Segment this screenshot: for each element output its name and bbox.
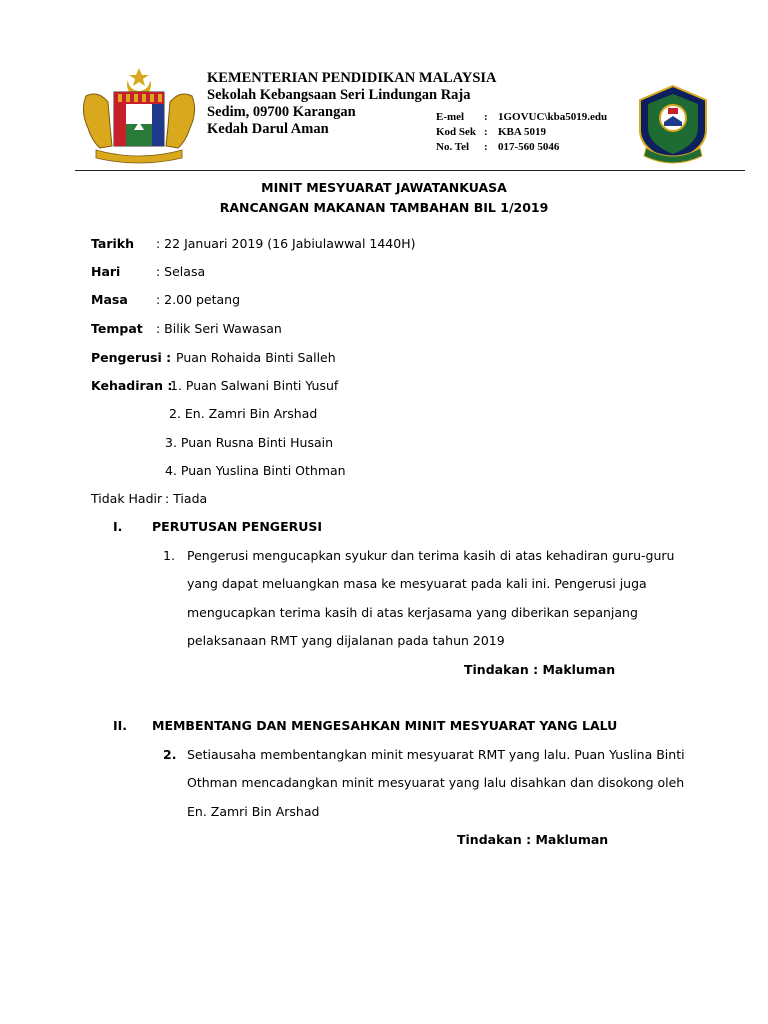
paragraph-line: pelaksanaan RMT yang dijalanan pada tahun 2019 (187, 633, 505, 648)
hari-label: Hari (91, 264, 121, 279)
school-emblem-logo (632, 84, 714, 166)
tarikh-label: Tarikh (91, 236, 135, 251)
section-numeral: I. (113, 519, 123, 534)
contact-school-code: Kod Sek : KBA 5019 (436, 126, 546, 138)
item-number: 1. (163, 548, 175, 563)
masa-label: Masa (91, 292, 128, 307)
paragraph-line: Pengerusi mengucapkan syukur dan terima kasih di atas kehadiran guru-guru (187, 548, 675, 563)
address-line-1: Sedim, 09700 Karangan (207, 104, 356, 120)
item-number: 2. (163, 747, 177, 762)
tidak-hadir-value: : Tiada (165, 491, 208, 506)
paragraph-line: Setiausaha membentangkan minit mesyuarat RMT yang lalu. Puan Yuslina Binti (187, 747, 685, 762)
section-numeral: II. (113, 718, 128, 733)
ministry-name: KEMENTERIAN PENDIDIKAN MALAYSIA (207, 70, 497, 86)
tarikh-value: : 22 Januari 2019 (16 Jabiulawwal 1440H) (156, 236, 416, 251)
section-heading: PERUTUSAN PENGERUSI (152, 519, 323, 534)
contact-block (436, 110, 607, 155)
kehadiran-label: Kehadiran : (91, 378, 173, 393)
kehadiran-item: 4. Puan Yuslina Binti Othman (165, 463, 346, 478)
kehadiran-item: 1. Puan Salwani Binti Yusuf (170, 378, 339, 393)
kehadiran-item: 2. En. Zamri Bin Arshad (169, 406, 318, 421)
paragraph-line: Othman mencadangkan minit mesyuarat yang lalu disahkan dan disokong oleh (187, 775, 685, 790)
kehadiran-item: 3. Puan Rusna Binti Husain (165, 435, 334, 450)
address-line-2: Kedah Darul Aman (207, 121, 329, 137)
pengerusi-label: Pengerusi : (91, 350, 172, 365)
action-note: Tindakan : Makluman (464, 662, 616, 677)
header-divider (75, 170, 745, 171)
school-name: Sekolah Kebangsaan Seri Lindungan Raja (207, 87, 471, 103)
contact-phone: No. Tel : 017-560 5046 (436, 141, 560, 153)
paragraph-line: En. Zamri Bin Arshad (187, 804, 320, 819)
section-heading: MEMBENTANG DAN MENGESAHKAN MINIT MESYUARAT YANG LALU (152, 718, 618, 733)
tidak-hadir-label: Tidak Hadir (91, 491, 163, 506)
paragraph-line: yang dapat meluangkan masa ke mesyuarat pada kali ini. Pengerusi juga (187, 576, 647, 591)
contact-email: E-mel : 1GOVUC\kba5019.edu (436, 111, 608, 123)
tempat-value: : Bilik Seri Wawasan (156, 321, 282, 336)
tempat-label: Tempat (91, 321, 143, 336)
pengerusi-value: Puan Rohaida Binti Salleh (176, 350, 336, 365)
hari-value: : Selasa (156, 264, 206, 279)
coat-of-arms-logo (78, 66, 200, 166)
paragraph-line: mengucapkan terima kasih di atas kerjasama yang diberikan sepanjang (187, 605, 638, 620)
masa-value: : 2.00 petang (156, 292, 241, 307)
action-note: Tindakan : Makluman (457, 832, 609, 847)
document-title-line-1: MINIT MESYUARAT JAWATANKUASA (261, 180, 507, 195)
document-title-line-2: RANCANGAN MAKANAN TAMBAHAN BIL 1/2019 (219, 200, 549, 215)
